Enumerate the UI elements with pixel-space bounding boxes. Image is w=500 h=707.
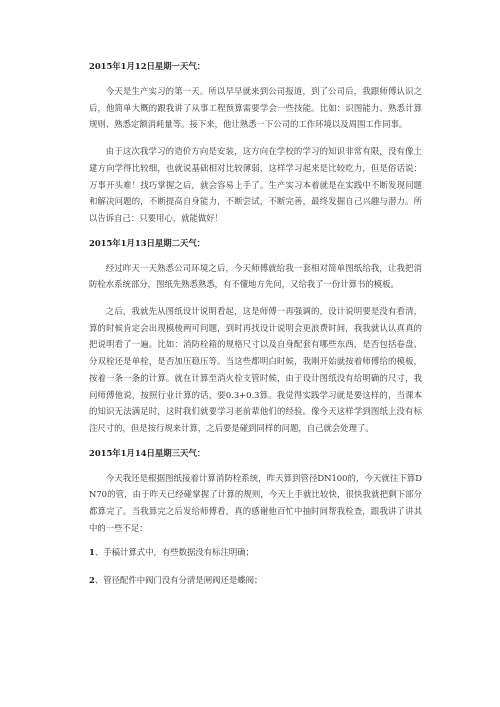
entry-heading: 2015年1月12日星期一天气：: [89, 61, 206, 71]
list-item-text: 、手稿计算式中，有些数据没有标注明确；: [94, 547, 254, 558]
diary-entry-jan-12: [89, 60, 422, 227]
entry-heading: 2015年1月14日星期三天气：: [89, 447, 206, 458]
entry-heading: 2015年1月13日星期二天气：: [89, 237, 206, 248]
entry-paragraph: 经过昨天一天熟悉公司环境之后，今天师傅就给我一套相对简单图纸给我，让我把消防栓水系统部分，图纸先熟悉熟悉，有不懂地方先问，又给我了一份计算书的模板。: [89, 262, 422, 290]
entry-paragraph: 今天是生产实习的第一天。所以早早就来到公司报道，到了公司后，我跟师傅认识之后，他简单大概的跟我讲了从事工程预算需要学会一些技能。比如：识图能力、熟悉计算规则、熟悉定额消耗量等。接下来，他让熟悉一下公司的工作环境以及周围工作同事。: [89, 86, 422, 130]
diary-entry-jan-13: [89, 237, 422, 437]
diary-content: [89, 60, 422, 602]
list-item-number: 1: [89, 547, 95, 558]
entry-paragraph: 今天我还是根据图纸接着计算消防栓系统，昨天算到管径DN100的，今天就往下算DN70的管，由于昨天已经碰掌握了计算的规则，今天上手就比较快，很快我就把剩下部分都算完了。当我算完之后发给师傅看，真的感谢他百忙中抽时间帮我检查，跟我讲了讲其中的一些不足：: [89, 472, 422, 533]
entry-paragraph: 由于这次我学习的造价方向是安装，这方向在学校的学习的知识非常有限，没有像土建方向学得比较细，也就说基础相对比较薄弱，这样学习起来是比较吃力，但是俗话说：万事开头难！找巧掌握之后，就会容易上手了。生产实习本着就是在实践中不断发现问题和解决问题的，不断提高自身能力，不断尝试，不断完善，最终发掘自己兴趣与潜力。所以告诉自己：只要用心，就能做好！: [89, 146, 422, 223]
diary-entry-jan-14: [89, 447, 422, 587]
list-item: [89, 574, 422, 586]
list-item-text: 、管径配件中阀门没有分清是闸阀还是蝶阀；: [94, 575, 263, 586]
list-item: [89, 546, 422, 558]
list-item-number: 2: [89, 575, 95, 586]
entry-paragraph: 之后，我就先从图纸设计说明看起，这是师傅一再强调的，设计说明要是没有看清，算的时候肯定会出现模棱两可问题，到时再找设计说明会更浪费时间，我我就认认真真的把说明看了一遍。比如：消防栓箱的规格尺寸以及自身配套有哪些东西，是否包括卷盘、分双栓还是单栓，是否加压稳压等。当这些都明白时候，我刚开始就按着师傅给的模板，按着一条一条的计算。就在计算至消火栓支管时候，由于设计图纸没有给明确的尺寸，我问师傅他说，按照行业计算的话，要0.3+0.3算。我觉得实践学习就是要这样的，当课本的知识无法满足时，这时我们就要学习老前辈他们的经验。像今天这样学到图纸上没有标注尺寸的，但是按行规来计算，之后要是碰到同样的问题，自己就会处理了。: [89, 306, 422, 433]
